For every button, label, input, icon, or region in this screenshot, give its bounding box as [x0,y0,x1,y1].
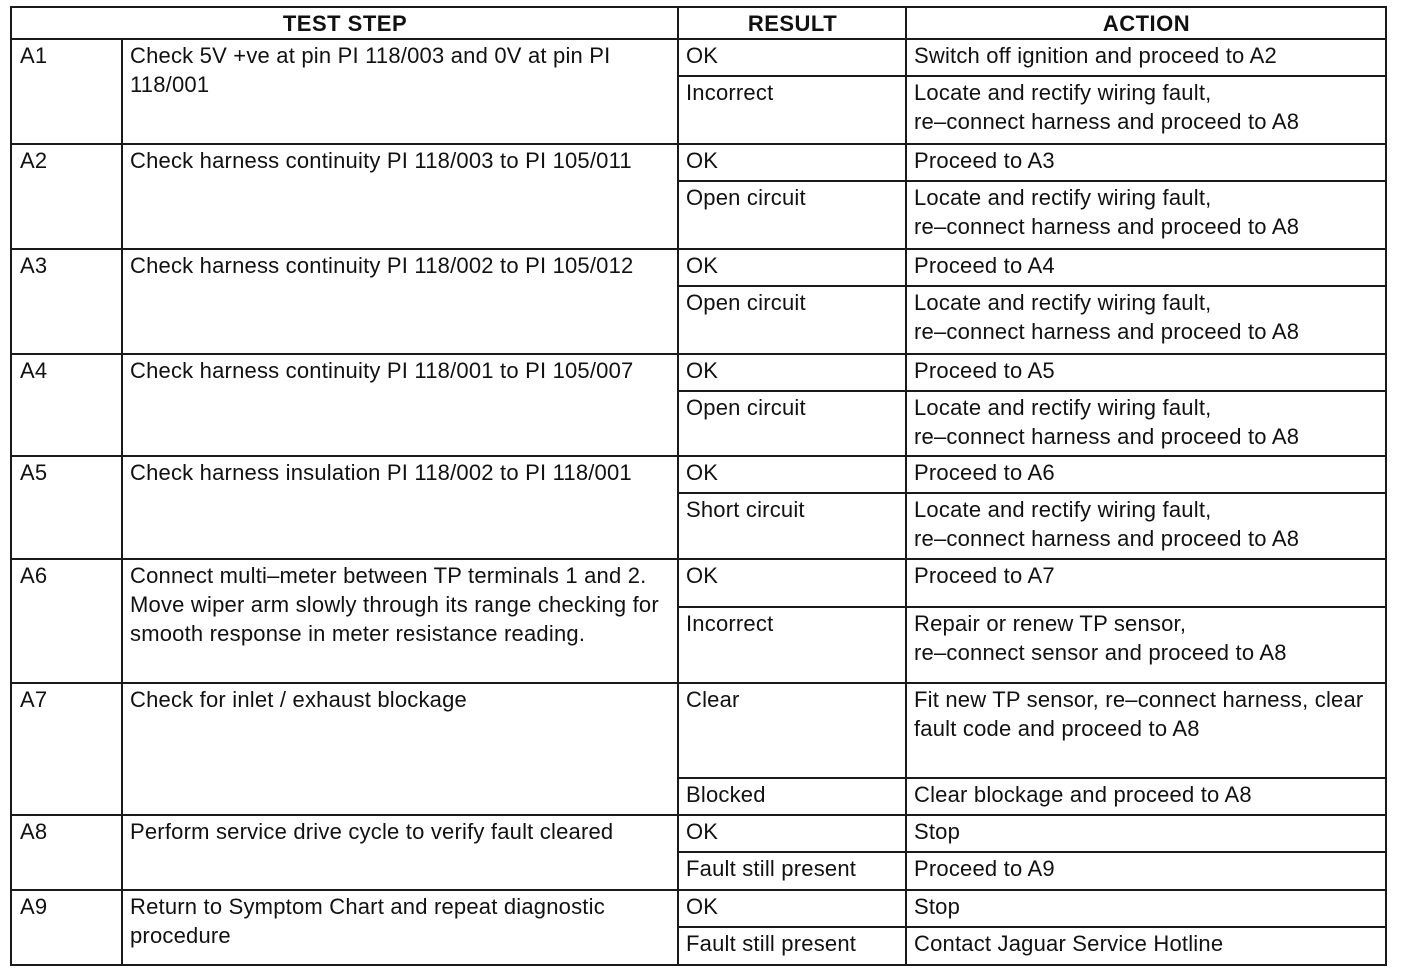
table-row [11,144,1386,181]
action-text: Stop [914,894,961,919]
step-id: A4 [11,354,122,456]
step-id: A7 [11,683,122,815]
action-text: Locate and rectify wiring fault, re–connect harness and proceed to A8 [914,395,1300,449]
action-cell [906,493,1386,559]
action-text: Contact Jaguar Service Hotline [914,931,1224,956]
table-row [11,559,1386,607]
result-cell: Blocked [678,778,906,815]
header-row [11,7,1386,39]
result-cell: OK [678,39,906,76]
action-text: Proceed to A5 [914,358,1055,383]
step-description: Check harness continuity PI 118/002 to PI 105/012 [122,249,678,354]
step-description: Check harness continuity PI 118/001 to PI 105/007 [122,354,678,456]
header-action: ACTION [906,7,1386,39]
step-id: A2 [11,144,122,249]
result-cell: Clear [678,683,906,778]
action-cell [906,249,1386,286]
result-cell: OK [678,456,906,493]
table-row [11,456,1386,493]
table-row [11,890,1386,927]
action-text: Locate and rectify wiring fault, re–connect harness and proceed to A8 [914,497,1300,551]
action-text: Fit new TP sensor, re–connect harness, clear fault code and proceed to A8 [914,687,1364,741]
action-text: Switch off ignition and proceed to A2 [914,43,1277,68]
action-cell [906,286,1386,354]
action-cell [906,144,1386,181]
header-result: RESULT [678,7,906,39]
result-cell: OK [678,815,906,852]
test-step-table [10,6,1387,966]
step-description: Check harness insulation PI 118/002 to PI 118/001 [122,456,678,559]
result-cell: Open circuit [678,286,906,354]
action-text: Proceed to A7 [914,563,1055,588]
action-text: Locate and rectify wiring fault, re–connect harness and proceed to A8 [914,80,1300,134]
action-cell [906,76,1386,144]
action-cell [906,778,1386,815]
action-text: Stop [914,819,961,844]
result-cell: Short circuit [678,493,906,559]
action-cell [906,181,1386,249]
step-description: Check 5V +ve at pin PI 118/003 and 0V at pin PI 118/001 [122,39,678,144]
action-cell [906,456,1386,493]
step-description: Perform service drive cycle to verify fault cleared [122,815,678,890]
table-row [11,39,1386,76]
result-cell: Open circuit [678,391,906,456]
action-cell [906,927,1386,965]
action-text: Locate and rectify wiring fault, re–connect harness and proceed to A8 [914,185,1300,239]
result-cell: OK [678,249,906,286]
action-cell [906,354,1386,391]
result-cell: Incorrect [678,76,906,144]
action-cell [906,39,1386,76]
diagnostic-procedure-sheet [10,6,1387,966]
table-row [11,249,1386,286]
action-cell [906,890,1386,927]
step-description: Check for inlet / exhaust blockage [122,683,678,815]
action-text: Clear blockage and proceed to A8 [914,782,1252,807]
step-id: A9 [11,890,122,965]
action-text: Locate and rectify wiring fault, re–connect harness and proceed to A8 [914,290,1300,344]
action-cell [906,815,1386,852]
header-test-step: TEST STEP [11,7,678,39]
action-text: Proceed to A9 [914,856,1055,881]
result-cell: OK [678,354,906,391]
result-cell: Open circuit [678,181,906,249]
action-text: Proceed to A6 [914,460,1055,485]
action-cell [906,607,1386,683]
step-id: A6 [11,559,122,683]
step-id: A1 [11,39,122,144]
result-cell: OK [678,890,906,927]
action-cell [906,683,1386,778]
step-description: Return to Symptom Chart and repeat diagnostic procedure [122,890,678,965]
result-cell: Fault still present [678,927,906,965]
action-text: Proceed to A3 [914,148,1055,173]
step-id: A8 [11,815,122,890]
table-row [11,354,1386,391]
step-description: Check harness continuity PI 118/003 to PI 105/011 [122,144,678,249]
table-row [11,683,1386,778]
step-id: A3 [11,249,122,354]
step-id: A5 [11,456,122,559]
table-row [11,815,1386,852]
step-description: Connect multi–meter between TP terminals 1 and 2. Move wiper arm slowly through its range checking for smooth response in meter resistance reading. [122,559,678,683]
result-cell: Incorrect [678,607,906,683]
action-text: Proceed to A4 [914,253,1055,278]
result-cell: OK [678,144,906,181]
action-cell [906,559,1386,607]
result-cell: Fault still present [678,852,906,890]
result-cell: OK [678,559,906,607]
action-cell [906,391,1386,456]
action-cell [906,852,1386,890]
action-text: Repair or renew TP sensor, re–connect sensor and proceed to A8 [914,611,1287,665]
